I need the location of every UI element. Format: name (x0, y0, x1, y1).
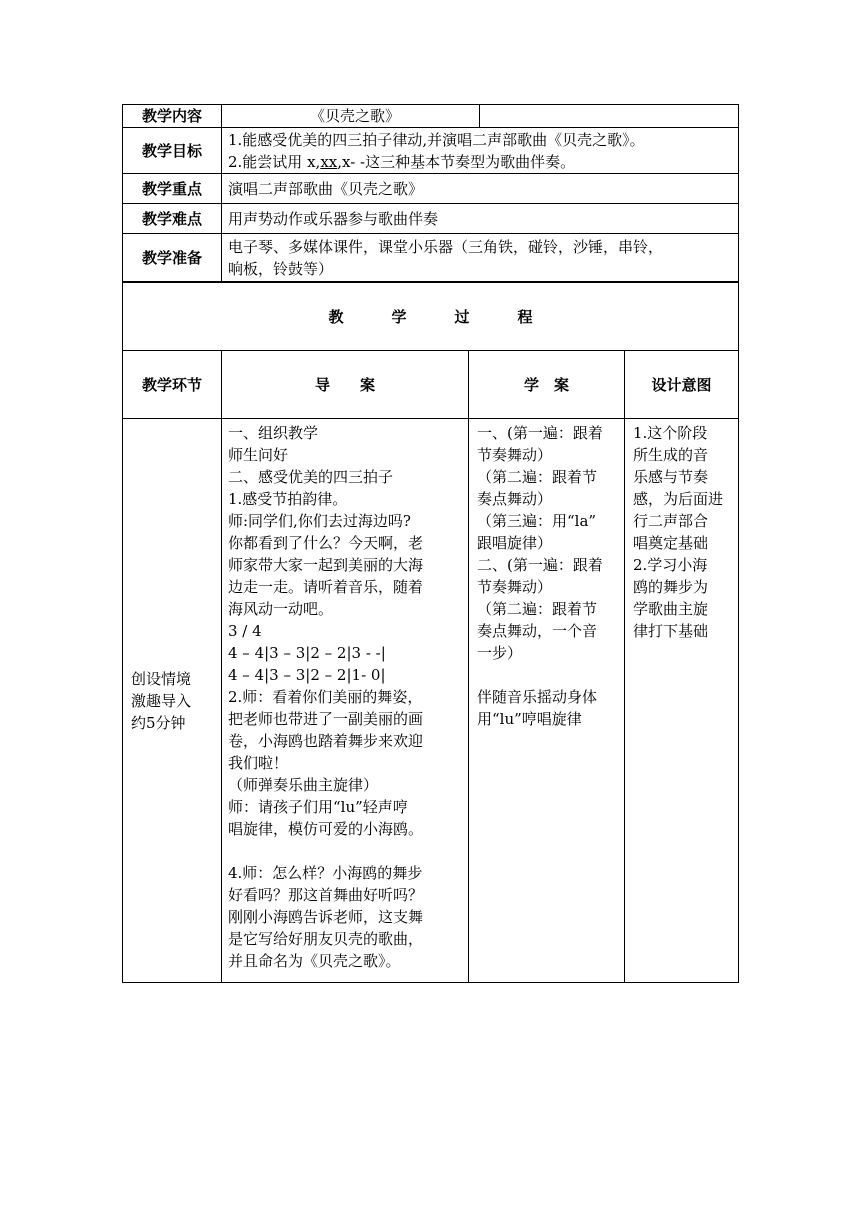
study-line (477, 664, 618, 686)
guide-line: 把老师也带进了一副美丽的画 (228, 710, 424, 728)
goal-rhythm-b: xx (320, 152, 338, 171)
row-prep (123, 234, 739, 282)
process-table (122, 282, 739, 983)
study-line: 跟唱旋律） (477, 534, 553, 552)
intent-line: 唱奠定基础 (633, 534, 709, 552)
guide-line: 1.感受节拍韵律。 (228, 490, 348, 508)
study-line: 一、(第一遍：跟着 (477, 424, 603, 442)
label-prep: 教学准备 (123, 234, 222, 282)
process-title-char-1: 教 (328, 307, 344, 326)
row-content (123, 105, 739, 128)
stage-line-2: 激趣导入 (131, 691, 192, 710)
study-cell (469, 419, 625, 983)
guide-line: 师：请孩子们用“lu”轻声哼 (228, 798, 408, 816)
guide-line: 2.师：看着你们美丽的舞姿， (228, 688, 423, 706)
intent-line: 2.学习小海 (633, 556, 708, 574)
guide-line: 你都看到了什么？今天啊，老 (228, 534, 424, 552)
intent-line: 所生成的音 (633, 446, 709, 464)
intent-line: 鸥的舞步为 (633, 578, 709, 596)
study-line: （第三遍：用“la” (477, 512, 597, 530)
stage-line-1: 创设情境 (131, 669, 192, 688)
row-key (123, 174, 739, 204)
row-process-title (123, 283, 739, 351)
col-header-intent: 设计意图 (625, 351, 739, 419)
guide-line: （师弹奏乐曲主旋律） (228, 776, 379, 794)
intent-line: 乐感与节奏 (633, 468, 709, 486)
guide-line: 师生问好 (228, 446, 289, 464)
stage-cell (123, 419, 222, 983)
intent-line: 1.这个阶段 (633, 424, 708, 442)
process-title (123, 283, 739, 351)
guide-line: 4.师：怎么样？小海鸥的舞步 (228, 864, 423, 882)
study-line: 用“lu”哼唱旋律 (477, 710, 582, 728)
guide-line: 刚刚小海鸥告诉老师，这支舞 (228, 908, 424, 926)
intent-line: 感，为后面进 (633, 490, 724, 508)
blank-cell (480, 105, 739, 128)
process-title-char-3: 过 (454, 307, 470, 326)
study-line: 节奏舞动） (477, 446, 553, 464)
study-line: 奏点舞动，一个音 (477, 622, 598, 640)
guide-line: 边走一走。请听着音乐，随着 (228, 578, 424, 596)
guide-line: 卷，小海鸥也踏着舞步来欢迎 (228, 732, 424, 750)
label-difficulty: 教学难点 (123, 204, 222, 234)
value-difficulty: 用声势动作或乐器参与歌曲伴奏 (222, 204, 739, 234)
study-line: 一步） (477, 644, 523, 662)
guide-line: 并且命名为《贝壳之歌》。 (228, 952, 401, 970)
intent-line: 律打下基础 (633, 622, 709, 640)
col-header-guide: 导 案 (222, 351, 469, 419)
process-title-char-4: 程 (517, 307, 533, 326)
value-prep (222, 234, 739, 282)
study-line: （第二遍：跟着节 (477, 600, 598, 618)
process-title-char-2: 学 (391, 307, 407, 326)
guide-line: 我们啦！ (228, 754, 289, 772)
goal-rhythm-c: ,x- -这三种基本节奏型为歌曲伴奏。 (337, 152, 576, 171)
stage-line-3: 约5分钟 (131, 713, 186, 732)
prep-line-1: 电子琴、多媒体课件，课堂小乐器（三角铁，碰铃，沙锤，串铃， (228, 237, 664, 256)
value-content: 《贝壳之歌》 (222, 105, 480, 128)
guide-line: 3 / 4 (228, 622, 262, 640)
guide-line: 4 – 4|3 – 3|2 – 2|1- 0| (228, 666, 386, 684)
intent-line: 行二声部合 (633, 512, 709, 530)
prep-line-2: 响板，铃鼓等） (228, 259, 334, 278)
value-key: 演唱二声部歌曲《贝壳之歌》 (222, 174, 739, 204)
row-stage-1 (123, 419, 739, 983)
study-line: （第二遍：跟着节 (477, 468, 598, 486)
guide-line: 海风动一动吧。 (228, 600, 334, 618)
value-goals (222, 128, 739, 174)
info-table (122, 104, 739, 282)
study-line: 二、(第一遍：跟着 (477, 556, 603, 574)
guide-line: 二、感受优美的四三拍子 (228, 468, 394, 486)
guide-line: 唱旋律，模仿可爱的小海鸥。 (228, 820, 424, 838)
label-content: 教学内容 (123, 105, 222, 128)
guide-line: 一、组织教学 (228, 424, 319, 442)
row-difficulty (123, 204, 739, 234)
guide-line: 4 – 4|3 – 3|2 – 2|3 - -| (228, 644, 386, 662)
goal-line-1: 1.能感受优美的四三拍子律动,并演唱二声部歌曲《贝壳之歌》。 (228, 130, 645, 149)
guide-line: 师家带大家一起到美丽的大海 (228, 556, 424, 574)
study-line: 伴随音乐摇动身体 (477, 688, 598, 706)
study-line: 节奏舞动） (477, 578, 553, 596)
label-goals: 教学目标 (123, 128, 222, 174)
col-header-stage: 教学环节 (123, 351, 222, 419)
guide-cell (222, 419, 469, 983)
row-column-headers (123, 351, 739, 419)
row-goals (123, 128, 739, 174)
guide-line: 师:同学们,你们去过海边吗? (228, 512, 411, 530)
col-header-study: 学 案 (469, 351, 625, 419)
study-line: 奏点舞动） (477, 490, 553, 508)
guide-line (228, 840, 462, 862)
guide-line: 好看吗？那这首舞曲好听吗？ (228, 886, 424, 904)
intent-line: 学歌曲主旋 (633, 600, 709, 618)
label-key: 教学重点 (123, 174, 222, 204)
intent-cell (625, 419, 739, 983)
guide-line: 是它写给好朋友贝壳的歌曲， (228, 930, 424, 948)
goal-rhythm-a: 2.能尝试用 x, (228, 152, 321, 171)
goal-line-2 (228, 151, 732, 173)
